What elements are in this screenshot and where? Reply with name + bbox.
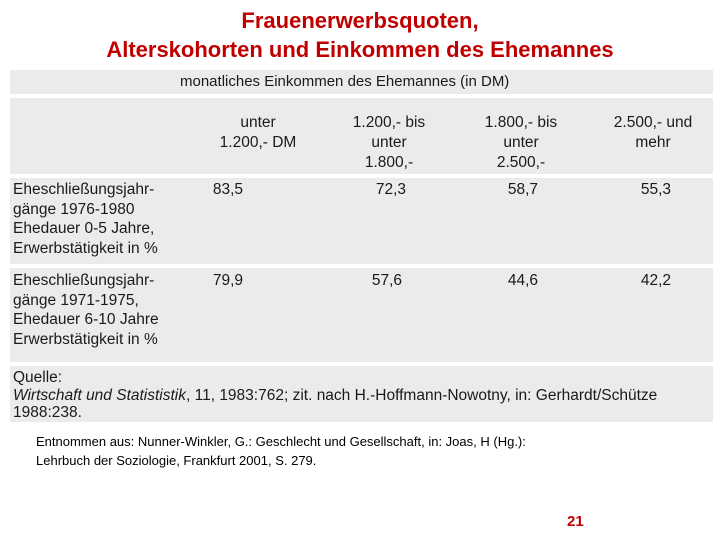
table-divider (10, 94, 713, 98)
table-cell: 44,6 (507, 272, 538, 289)
table-cell: 83,5 (212, 181, 243, 198)
table-cell: 58,7 (507, 181, 538, 198)
table-cell: 42,2 (640, 272, 671, 289)
credit-note (36, 432, 706, 470)
source-year: 1988:238. (13, 404, 82, 421)
slide-title-line-2: Alterskohorten und Einkommen des Ehemannes (106, 37, 614, 62)
row-label: Eheschließungsjahr- gänge 1976-1980 Ehedauer 0-5 Jahre, Erwerbstätigkeit in % (13, 181, 158, 257)
source-details: , 11, 1983:762; zit. nach H.-Hoffmann-Nowotny, in: Gerhardt/Schütze (186, 387, 658, 404)
column-header: 1.800,- bis unter 2.500,- (484, 114, 558, 171)
table-divider (10, 362, 713, 366)
table-cell: 79,9 (212, 272, 243, 289)
column-header: unter 1.200,- DM (219, 114, 297, 151)
column-header: 1.200,- bis unter 1.800,- (352, 114, 426, 171)
table-title: monatliches Einkommen des Ehemannes (in DM) (180, 73, 510, 90)
source-publication: Wirtschaft und Statististik (13, 387, 186, 404)
slide-title-line-1: Frauenerwerbsquoten, (241, 8, 479, 33)
table-divider (10, 264, 713, 268)
source-label: Quelle: (13, 369, 63, 386)
table-cell: 72,3 (375, 181, 406, 198)
table-divider (10, 174, 713, 178)
table-cell: 57,6 (371, 272, 402, 289)
column-header: 2.500,- und mehr (613, 114, 693, 151)
credit-line-2: Lehrbuch der Soziologie, Frankfurt 2001, S. 279. (36, 453, 317, 468)
credit-line-1: Entnommen aus: Nunner-Winkler, G.: Geschlecht und Gesellschaft, in: Joas, H (Hg.): (36, 434, 526, 449)
table-cell: 55,3 (640, 181, 671, 198)
row-label: Eheschließungsjahr- gänge 1971-1975, Ehedauer 6-10 Jahre Erwerbstätigkeit in % (13, 272, 159, 348)
slide-title (0, 6, 720, 64)
page-number: 21 (567, 513, 584, 530)
scanned-table (10, 70, 713, 422)
source-citation (13, 387, 713, 421)
